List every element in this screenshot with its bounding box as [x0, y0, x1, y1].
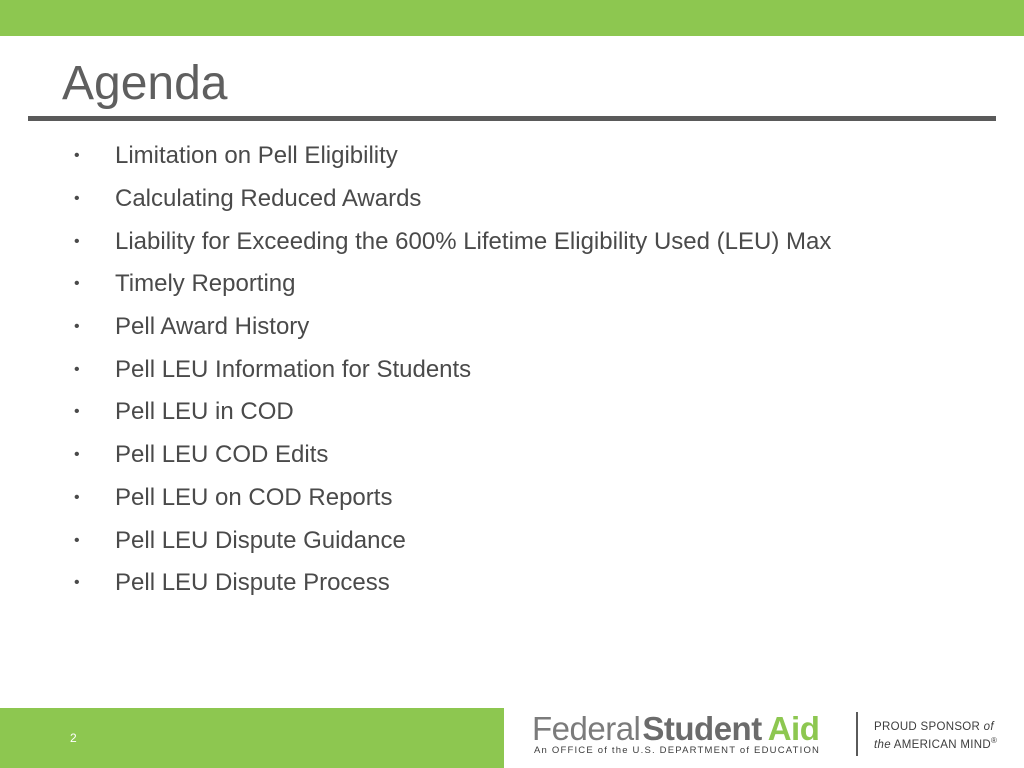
agenda-item-text: Pell Award History	[115, 313, 310, 341]
sponsor-line-1-italic: of	[983, 721, 994, 733]
agenda-item	[0, 348, 1000, 391]
bullet-icon: •	[74, 403, 80, 421]
agenda-item	[0, 391, 1000, 434]
slide-title: Agenda	[62, 57, 228, 110]
bullet-icon: •	[74, 318, 80, 336]
agenda-item-text: Pell LEU Dispute Process	[115, 569, 390, 597]
logo-wordmark	[532, 710, 819, 748]
agenda-item	[0, 263, 1000, 306]
logo-divider	[856, 712, 858, 756]
bullet-icon: •	[74, 232, 80, 250]
bullet-icon: •	[74, 360, 80, 378]
agenda-item-text: Pell LEU COD Edits	[115, 441, 329, 469]
sponsor-line-2	[874, 734, 997, 752]
bullet-icon: •	[74, 275, 80, 293]
title-divider	[28, 116, 996, 121]
logo-aid-text: Aid	[767, 710, 820, 747]
sponsor-line-1	[874, 720, 997, 734]
bullet-icon: •	[74, 488, 80, 506]
agenda-item-text: Calculating Reduced Awards	[115, 185, 422, 213]
agenda-item-text: Limitation on Pell Eligibility	[115, 142, 398, 170]
bullet-icon: •	[74, 574, 80, 592]
agenda-item-text: Pell LEU Information for Students	[115, 355, 472, 383]
agenda-item	[0, 519, 1000, 562]
agenda-item	[0, 178, 1000, 221]
logo-subtitle: An OFFICE of the U.S. DEPARTMENT of EDUCATION	[534, 745, 821, 756]
agenda-item	[0, 135, 1000, 178]
agenda-item	[0, 306, 1000, 349]
logo-student-text: Student	[642, 710, 762, 747]
agenda-item-text: Pell LEU in COD	[115, 398, 294, 426]
sponsor-line-1-main: PROUD SPONSOR	[874, 721, 984, 733]
sponsor-text	[874, 720, 997, 752]
agenda-item	[0, 477, 1000, 520]
agenda-item	[0, 562, 1000, 605]
bullet-icon: •	[74, 190, 80, 208]
agenda-list	[0, 135, 1000, 605]
agenda-item-text: Liability for Exceeding the 600% Lifetime Eligibility Used (LEU) Max	[115, 227, 832, 255]
bullet-icon: •	[74, 147, 80, 165]
bullet-icon: •	[74, 446, 80, 464]
sponsor-line-2-italic: the	[874, 738, 891, 751]
agenda-item	[0, 434, 1000, 477]
agenda-item-text: Pell LEU on COD Reports	[115, 483, 393, 511]
sponsor-line-2-main: AMERICAN MIND	[890, 738, 991, 751]
agenda-item-text: Pell LEU Dispute Guidance	[115, 526, 406, 554]
bullet-icon: •	[74, 531, 80, 549]
logo-federal-text: Federal	[532, 710, 641, 747]
registered-mark: ®	[990, 736, 998, 745]
top-accent-band	[0, 0, 1024, 36]
federal-student-aid-logo	[530, 708, 1024, 768]
agenda-item	[0, 220, 1000, 263]
agenda-item-text: Timely Reporting	[115, 270, 296, 298]
page-number: 2	[70, 731, 77, 745]
